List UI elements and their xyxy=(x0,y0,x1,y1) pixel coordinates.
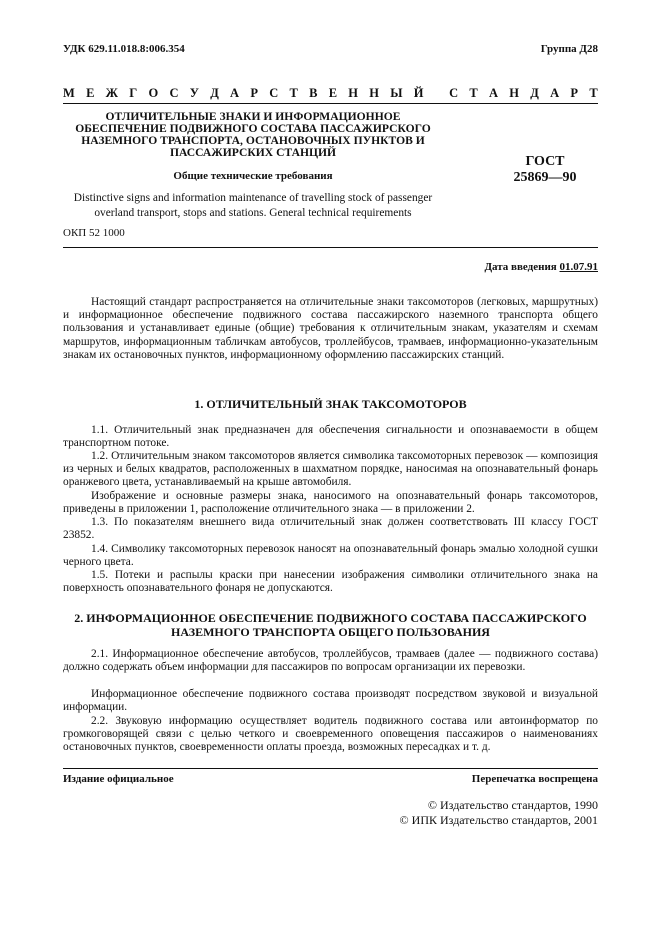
official-edition-label: Издание официальное xyxy=(63,773,174,785)
udk-code: УДК 629.11.018.8:006.354 xyxy=(63,43,185,55)
gost-number xyxy=(500,154,590,186)
intro-paragraph: Настоящий стандарт распространяется на отличительные знаки таксомоторов (легковых, маршрутных) и информационное обеспечение подвижного состава пассажирского наземного транспорта общего пользования и устанавливает единые (общие) требования к отличительным знакам, указателям и схемам маршрутов, информационным табличкам автобусов, троллейбусов, трамваев, информационно-указательным знакам их остановочных пунктов, информационному оформлению пассажирских станций. xyxy=(63,296,598,361)
document-title: ОТЛИЧИТЕЛЬНЫЕ ЗНАКИ И ИНФОРМАЦИОННОЕ ОБЕСПЕЧЕНИЕ ПОДВИЖНОГО СОСТАВА ПАССАЖИРСКОГО НАЗЕМНОГО ТРАНСПОРТА, ОСТАНОВОЧНЫХ ПУНКТОВ И ПАССАЖИРСКИХ СТАНЦИЙ xyxy=(75,110,431,159)
interstate-letter: Т xyxy=(469,86,478,100)
section-2-heading: 2. ИНФОРМАЦИОННОЕ ОБЕСПЕЧЕНИЕ ПОДВИЖНОГО СОСТАВА ПАССАЖИРСКОГО НАЗЕМНОГО ТРАНСПОРТА ОБЩЕГО ПОЛЬЗОВАНИЯ xyxy=(74,611,587,639)
header-rule xyxy=(63,103,598,104)
title-rule xyxy=(63,247,598,248)
interstate-letter: Ы xyxy=(390,86,403,100)
interstate-letter: Т xyxy=(589,86,598,100)
interstate-letter xyxy=(435,86,438,101)
interstate-letter: С xyxy=(169,86,179,100)
para-1-3: 1.3. По показателям внешнего вида отличительный знак должен соответствовать III классу ГОСТ 23852. xyxy=(63,516,598,542)
interstate-letter: А xyxy=(550,86,560,100)
effective-date-value: 01.07.91 xyxy=(559,261,598,273)
gost-code: 25869—90 xyxy=(513,170,577,185)
copyright-1990: © Издательство стандартов, 1990 xyxy=(427,798,598,812)
interstate-letter: Д xyxy=(210,86,219,100)
interstate-letter: Н xyxy=(369,86,379,100)
interstate-letter: Ж xyxy=(105,86,119,100)
interstate-standard-banner xyxy=(63,86,598,101)
para-1-4: 1.4. Символику таксомоторных перевозок наносят на опознавательный фонарь эмалью холодной сушки черного цвета. xyxy=(63,543,598,569)
interstate-letter: С xyxy=(449,86,459,100)
interstate-letter: Д xyxy=(530,86,539,100)
interstate-letter: О xyxy=(148,86,159,100)
interstate-letter: Е xyxy=(328,86,338,100)
interstate-letter: А xyxy=(230,86,240,100)
section-1-heading: 1. ОТЛИЧИТЕЛЬНЫЙ ЗНАК ТАКСОМОТОРОВ xyxy=(194,397,467,411)
para-2-2: 2.2. Звуковую информацию осуществляет водитель подвижного состава или автоинформатор по громкоговорящей связи с целью четкого и своевременного оповещения пассажиров о наименованиях остановочных пунктов, своевременности оплаты проезда, возможных пересадках и т. д. xyxy=(63,715,598,754)
reprint-prohibited-label: Перепечатка воспрещена xyxy=(471,773,598,785)
interstate-letter: Р xyxy=(570,86,579,100)
copyright-2001: © ИПК Издательство стандартов, 2001 xyxy=(399,813,598,827)
interstate-letter: Е xyxy=(86,86,95,100)
interstate-letter: В xyxy=(309,86,318,100)
interstate-letter: А xyxy=(489,86,499,100)
interstate-letter: Г xyxy=(129,86,138,100)
para-1-2-cont: Изображение и основные размеры знака, наносимого на опознавательный фонарь таксомоторов, приведены в приложении 1, расположение отличительного знака — в приложении 2. xyxy=(63,490,598,516)
document-subtitle: Общие технические требования xyxy=(173,170,333,182)
interstate-letter: Й xyxy=(413,86,424,100)
interstate-letter: У xyxy=(189,86,199,100)
footer-rule xyxy=(63,768,598,769)
para-2-1-cont: Информационное обеспечение подвижного состава производят посредством звуковой и визуальной информации. xyxy=(63,688,598,714)
group-code: Группа Д28 xyxy=(540,43,598,55)
interstate-letter: Н xyxy=(509,86,520,100)
interstate-letter: Н xyxy=(348,86,359,100)
para-1-5: 1.5. Потеки и распылы краски при нанесении изображения символики отличительного знака на поверхность опознавательного фонаря не допускаются. xyxy=(63,569,598,595)
interstate-letter: Т xyxy=(289,86,298,100)
interstate-letter: М xyxy=(63,86,75,100)
interstate-letter: С xyxy=(269,86,279,100)
okp-code: ОКП 52 1000 xyxy=(63,227,125,239)
gost-label: ГОСТ xyxy=(525,154,565,169)
para-1-1: 1.1. Отличительный знак предназначен для обеспечения сигнальности и опознаваемости в общем транспортном потоке. xyxy=(63,424,598,450)
english-title: Distinctive signs and information maintenance of travelling stock of passenger overland transport, stops and stations. General technical requirements xyxy=(73,192,433,219)
interstate-letter: Р xyxy=(250,86,258,100)
para-1-2: 1.2. Отличительным знаком таксомоторов является символика таксомоторных перевозок — композиция из черных и белых квадратов, расположенных в шахматном порядке, наносимая на опознавательный фонарь оранжевого цвета, устанавливаемый на крыше автомобиля. xyxy=(63,450,598,489)
para-2-1: 2.1. Информационное обеспечение автобусов, троллейбусов, трамваев (далее — подвижного состава) должно содержать объем информации для пассажиров по вопросам организации их перевозки. xyxy=(63,648,598,674)
effective-date xyxy=(484,261,598,273)
effective-date-label: Дата введения xyxy=(484,261,560,273)
